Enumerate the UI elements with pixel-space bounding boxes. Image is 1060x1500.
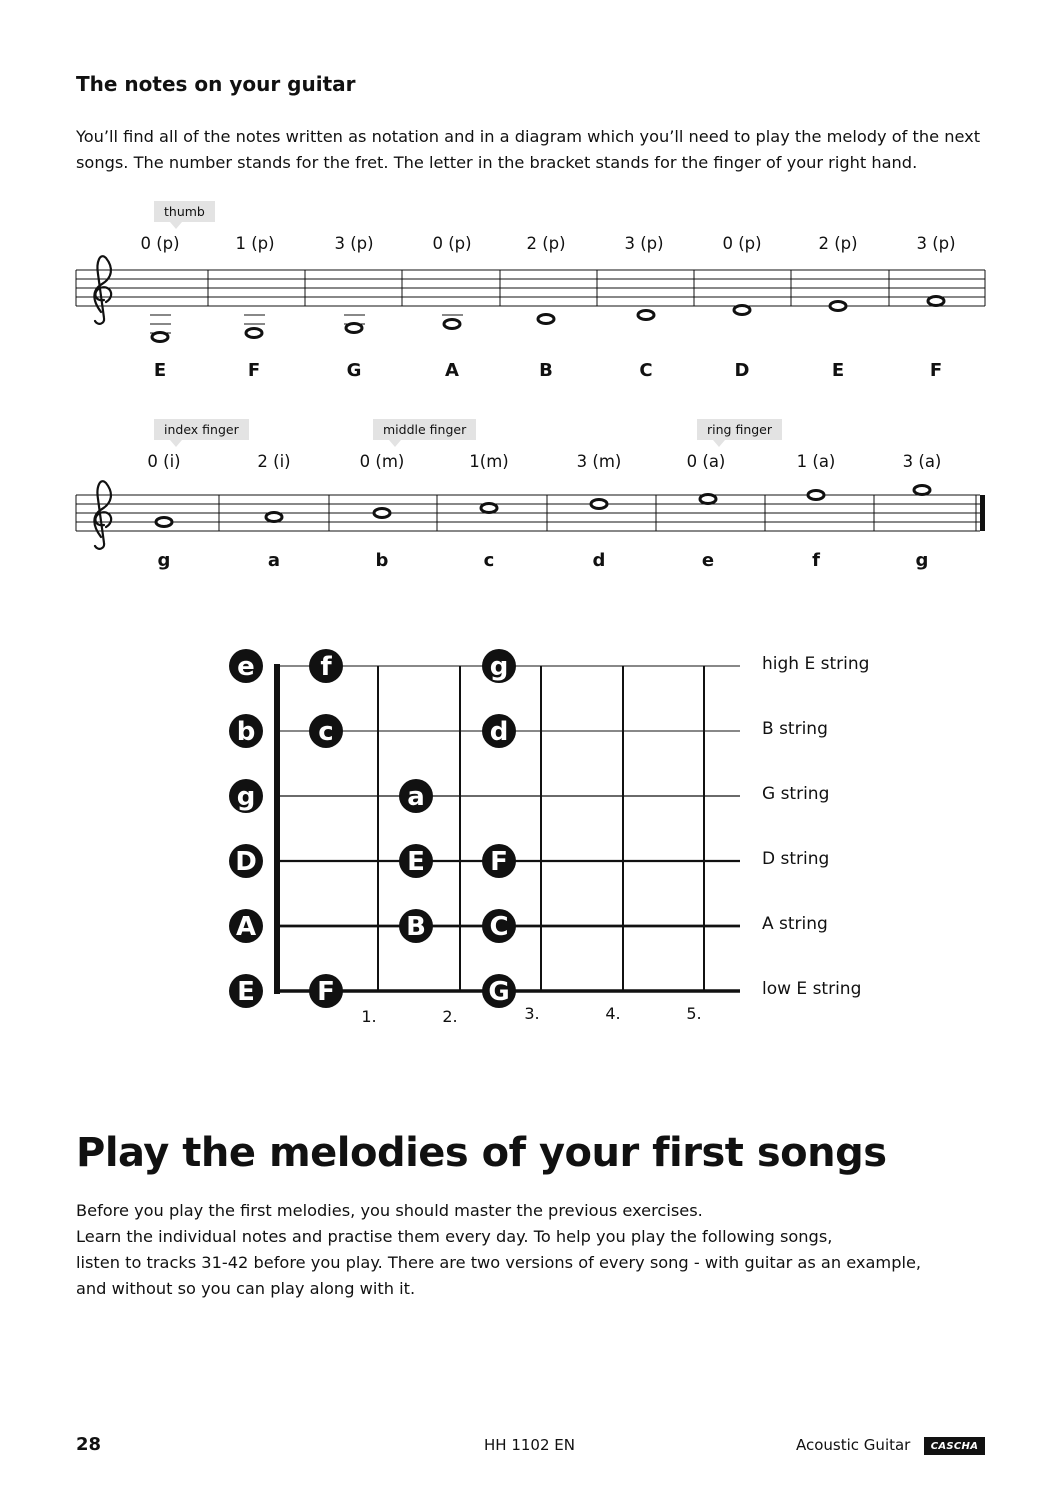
note-name: c [483,550,495,571]
open-string-note [229,714,263,748]
note-dot-label: d [489,717,509,747]
note-name: F [929,360,943,381]
note-dot-label: D [235,847,257,877]
open-string-note [229,779,263,813]
fret-label: 0 (m) [359,452,405,471]
fretted-note [399,779,433,813]
fretted-note [309,649,343,683]
body-line: Before you play the first melodies, you should master the previous exercises. [76,1201,703,1220]
treble-clef-1 [94,256,111,324]
finger-tag-middle: middle finger [373,419,476,440]
fretted-note [309,714,343,748]
note-dot-label: B [406,912,426,942]
fretted-notes [309,649,516,1008]
note-name: B [539,360,553,381]
fretted-note [482,974,516,1008]
string-name: A string [762,914,828,934]
guitar-strings [277,666,740,991]
note-dot-label: g [236,782,256,812]
fret-number: 4. [605,1004,621,1023]
frets [378,666,704,991]
note-name: b [375,550,389,571]
fret-label: 3 (p) [624,234,664,253]
intro-line: You’ll find all of the notes written as notation and in a diagram which you’ll need to play the melody of the next [76,127,981,146]
fretted-note [482,714,516,748]
fretted-note [482,649,516,683]
body-line: Learn the individual notes and practise them every day. To help you play the following songs, [76,1227,833,1246]
fret-number: 5. [686,1004,702,1023]
fretboard-diagram [0,630,1060,1040]
string-name: low E string [762,979,862,999]
open-string-note [229,974,263,1008]
fret-number: 2. [442,1007,458,1026]
note-name: E [153,360,167,381]
note-name: E [831,360,845,381]
staff-2 [76,495,980,531]
whole-notes-2 [156,486,930,527]
page-number: 28 [76,1434,102,1455]
note-dot-label: b [236,717,256,747]
open-string-note [229,649,263,683]
finger-tag-index: index finger [154,419,249,440]
note-dot-label: C [489,912,509,942]
note-dot-label: F [490,847,508,877]
note-dot-label: e [237,652,255,682]
staff-1 [76,270,985,333]
fret-label: 0 (a) [686,452,726,471]
note-dot-label: c [318,717,334,747]
note-name: d [592,550,606,571]
fret-label: 0 (p) [722,234,762,253]
finger-tag-ring: ring finger [697,419,782,440]
final-barline [980,495,985,531]
fret-number: 1. [361,1007,377,1026]
body-line: listen to tracks 31-42 before you play. There are two versions of every song - with guitar as an example, [76,1253,922,1272]
page-heading: Play the melodies of your first songs [76,1130,887,1176]
fret-label: 1 (p) [235,234,275,253]
note-dot-label: F [317,977,335,1007]
string-name: G string [762,784,830,804]
note-dot-label: E [407,847,425,877]
fret-label: 2 (p) [818,234,858,253]
whole-notes-1 [152,297,944,342]
fret-label: 2 (i) [257,452,291,471]
open-string-note [229,909,263,943]
finger-tag-thumb: thumb [154,201,215,222]
note-name: g [915,550,929,571]
body-line: and without so you can play along with it. [76,1279,416,1298]
fret-label: 3 (p) [334,234,374,253]
music-staves [0,0,1060,600]
fretted-note [399,909,433,943]
fret-label: 1(m) [469,452,509,471]
note-name: f [812,550,820,571]
fretted-note [482,844,516,878]
body-text [76,1198,996,1302]
note-dot-label: E [237,977,255,1007]
note-dot-label: a [407,782,425,812]
fretted-note [482,909,516,943]
treble-clef-2 [94,481,111,549]
fret-label: 0 (p) [432,234,472,253]
open-string-notes [229,649,263,1008]
fret-label: 0 (i) [147,452,181,471]
string-name: B string [762,719,828,739]
fret-number: 3. [524,1004,540,1023]
note-name: D [734,360,750,381]
note-name: e [701,550,715,571]
open-string-note [229,844,263,878]
note-name: a [267,550,281,571]
note-name: F [247,360,261,381]
fretted-note [399,844,433,878]
note-name: C [639,360,653,381]
note-name: g [157,550,171,571]
product-code: HH 1102 EN [484,1436,575,1454]
cascha-logo: CASCHA [924,1437,985,1455]
fret-label: 3 (m) [576,452,622,471]
intro-line: songs. The number stands for the fret. The letter in the bracket stands for the finger of your right hand. [76,153,918,172]
fret-label: 3 (p) [916,234,956,253]
fret-label: 1 (a) [796,452,836,471]
fret-label: 3 (a) [902,452,942,471]
note-dot-label: A [235,912,257,942]
string-name: D string [762,849,830,869]
note-dot-label: g [489,652,509,682]
fretted-note [309,974,343,1008]
note-dot-label: f [320,652,332,682]
section-title: The notes on your guitar [76,72,356,96]
string-name: high E string [762,654,870,674]
fret-label: 0 (p) [140,234,180,253]
fret-label: 2 (p) [526,234,566,253]
book-title: Acoustic Guitar [796,1436,911,1454]
note-dot-label: G [488,977,510,1007]
note-name: G [346,360,362,381]
note-name: A [445,360,459,381]
